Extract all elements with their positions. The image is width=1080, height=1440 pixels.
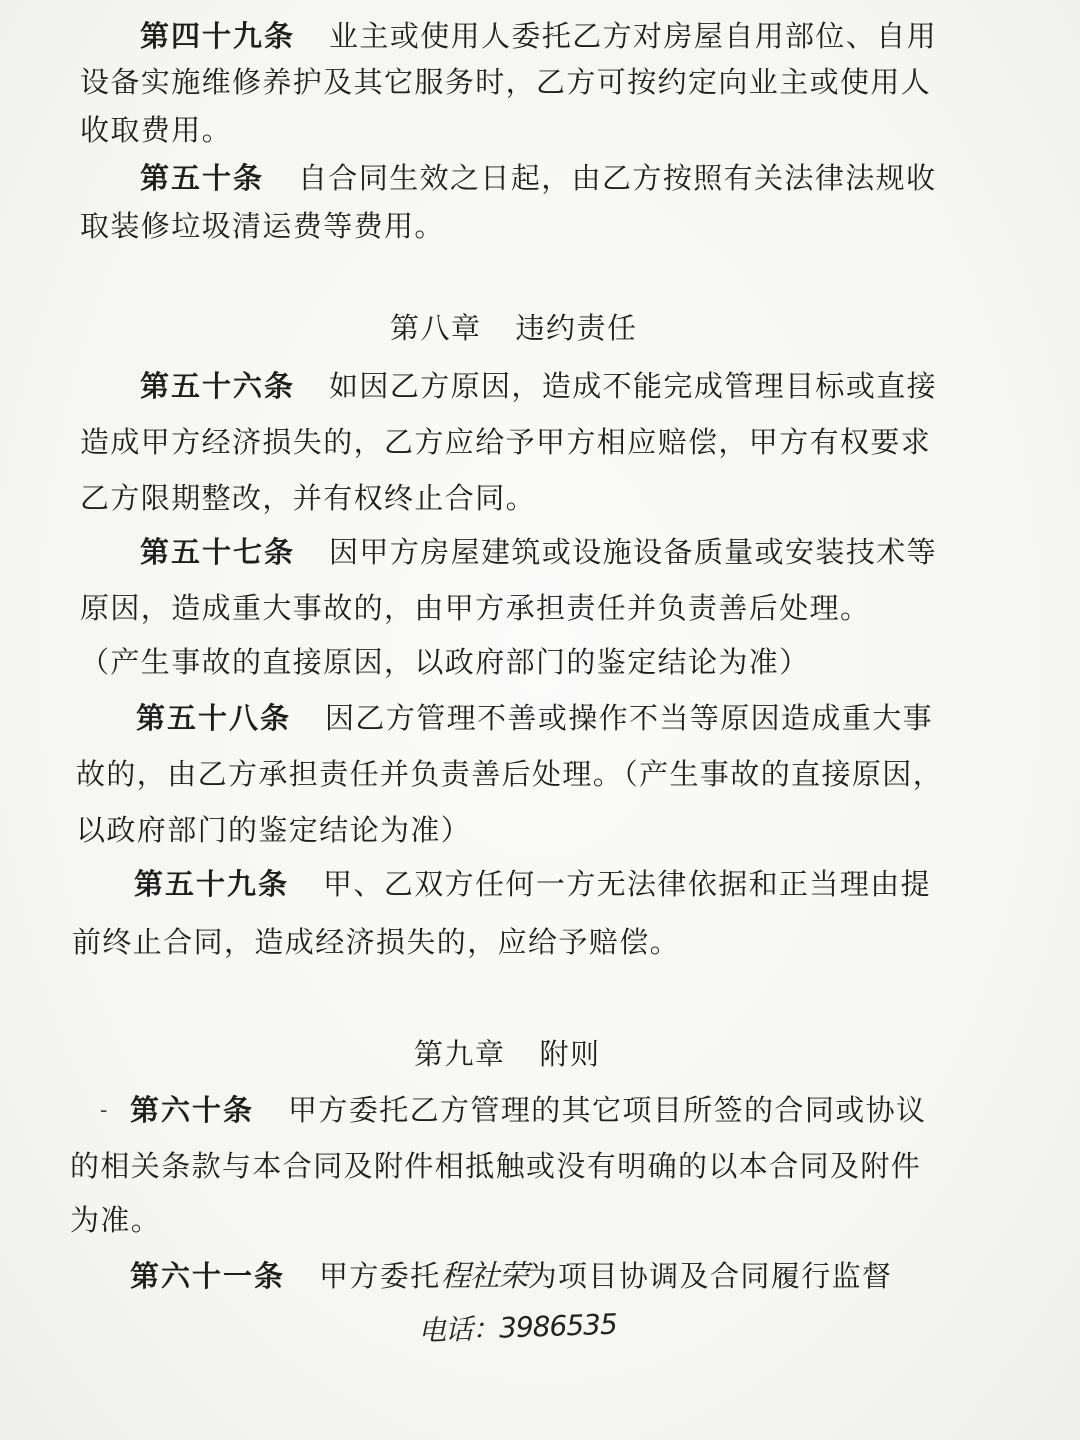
chapter-9-title: 附则 (539, 1037, 601, 1071)
chapter-9-number: 第九章 (414, 1037, 506, 1071)
article-49-line-3: 收取费用。 (80, 113, 233, 147)
article-58-heading: 第五十八条 (136, 701, 292, 735)
article-60-line-1 (130, 1090, 1000, 1130)
article-60-heading: 第六十条 (130, 1093, 255, 1127)
article-61-heading: 第六十一条 (130, 1259, 286, 1293)
article-61-text-pre: 甲方委托 (319, 1259, 441, 1293)
article-57-text-1: 因甲方房屋建筑或设施设备质量或安装技术等 (329, 535, 938, 569)
article-50-text-1: 自合同生效之日起，由乙方按照有关法律法规收 (298, 161, 937, 195)
article-49-text-1: 业主或使用人委托乙方对房屋自用部位、自用 (329, 19, 938, 53)
article-60-line-2: 的相关条款与本合同及附件相抵触或没有明确的以本合同及附件 (70, 1149, 922, 1183)
article-56-heading: 第五十六条 (140, 369, 296, 403)
article-61-line-1 (130, 1256, 1000, 1296)
article-58-line-2: 故的，由乙方承担责任并负责善后处理。（产生事故的直接原因， (76, 757, 944, 791)
article-49-line-2: 设备实施维修养护及其它服务时，乙方可按约定向业主或使用人 (80, 65, 932, 99)
chapter-8-number: 第八章 (390, 311, 482, 345)
chapter-9-heading (414, 1034, 601, 1074)
chapter-8-heading (390, 308, 638, 348)
article-59-heading: 第五十九条 (134, 867, 290, 901)
article-60-text-1: 甲方委托乙方管理的其它项目所签的合同或协议 (288, 1093, 927, 1127)
article-50-line-2: 取装修垃圾清运费等费用。 (80, 209, 445, 243)
article-58-line-3: 以政府部门的鉴定结论为准） (76, 813, 472, 847)
article-56-line-3: 乙方限期整改，并有权终止合同。 (80, 481, 537, 515)
article-59-line-2: 前终止合同，造成经济损失的，应给予赔偿。 (72, 925, 681, 959)
article-56-text-1: 如因乙方原因，造成不能完成管理目标或直接 (329, 369, 938, 403)
article-58-text-1: 因乙方管理不善或操作不当等原因造成重大事 (325, 701, 934, 735)
article-56-line-1 (140, 366, 1010, 406)
article-50-heading: 第五十条 (140, 161, 265, 195)
article-56-line-2: 造成甲方经济损失的，乙方应给予甲方相应赔偿，甲方有权要求 (80, 425, 932, 459)
scan-mark: - (100, 1098, 108, 1123)
article-58-line-1 (136, 698, 1006, 738)
article-57-line-3: （产生事故的直接原因，以政府部门的鉴定结论为准） (80, 645, 810, 679)
article-61-text-post: 为项目协调及合同履行监督 (527, 1259, 893, 1293)
article-59-line-1 (134, 864, 1004, 904)
article-57-line-1 (140, 532, 1010, 572)
chapter-8-title: 违约责任 (515, 311, 638, 345)
article-49-heading: 第四十九条 (140, 19, 296, 53)
article-60-line-3: 为准。 (70, 1203, 162, 1237)
article-50-line-1 (140, 158, 1010, 198)
article-59-text-1: 甲、乙双方任何一方无法律依据和正当理由提 (323, 867, 932, 901)
handwritten-name: 程社荣 (440, 1259, 528, 1294)
article-49-line-1 (140, 16, 1010, 56)
handwritten-phone: 电话：3986535 (417, 1307, 618, 1348)
article-57-heading: 第五十七条 (140, 535, 296, 569)
article-57-line-2: 原因，造成重大事故的，由甲方承担责任并负责善后处理。 (80, 591, 871, 625)
